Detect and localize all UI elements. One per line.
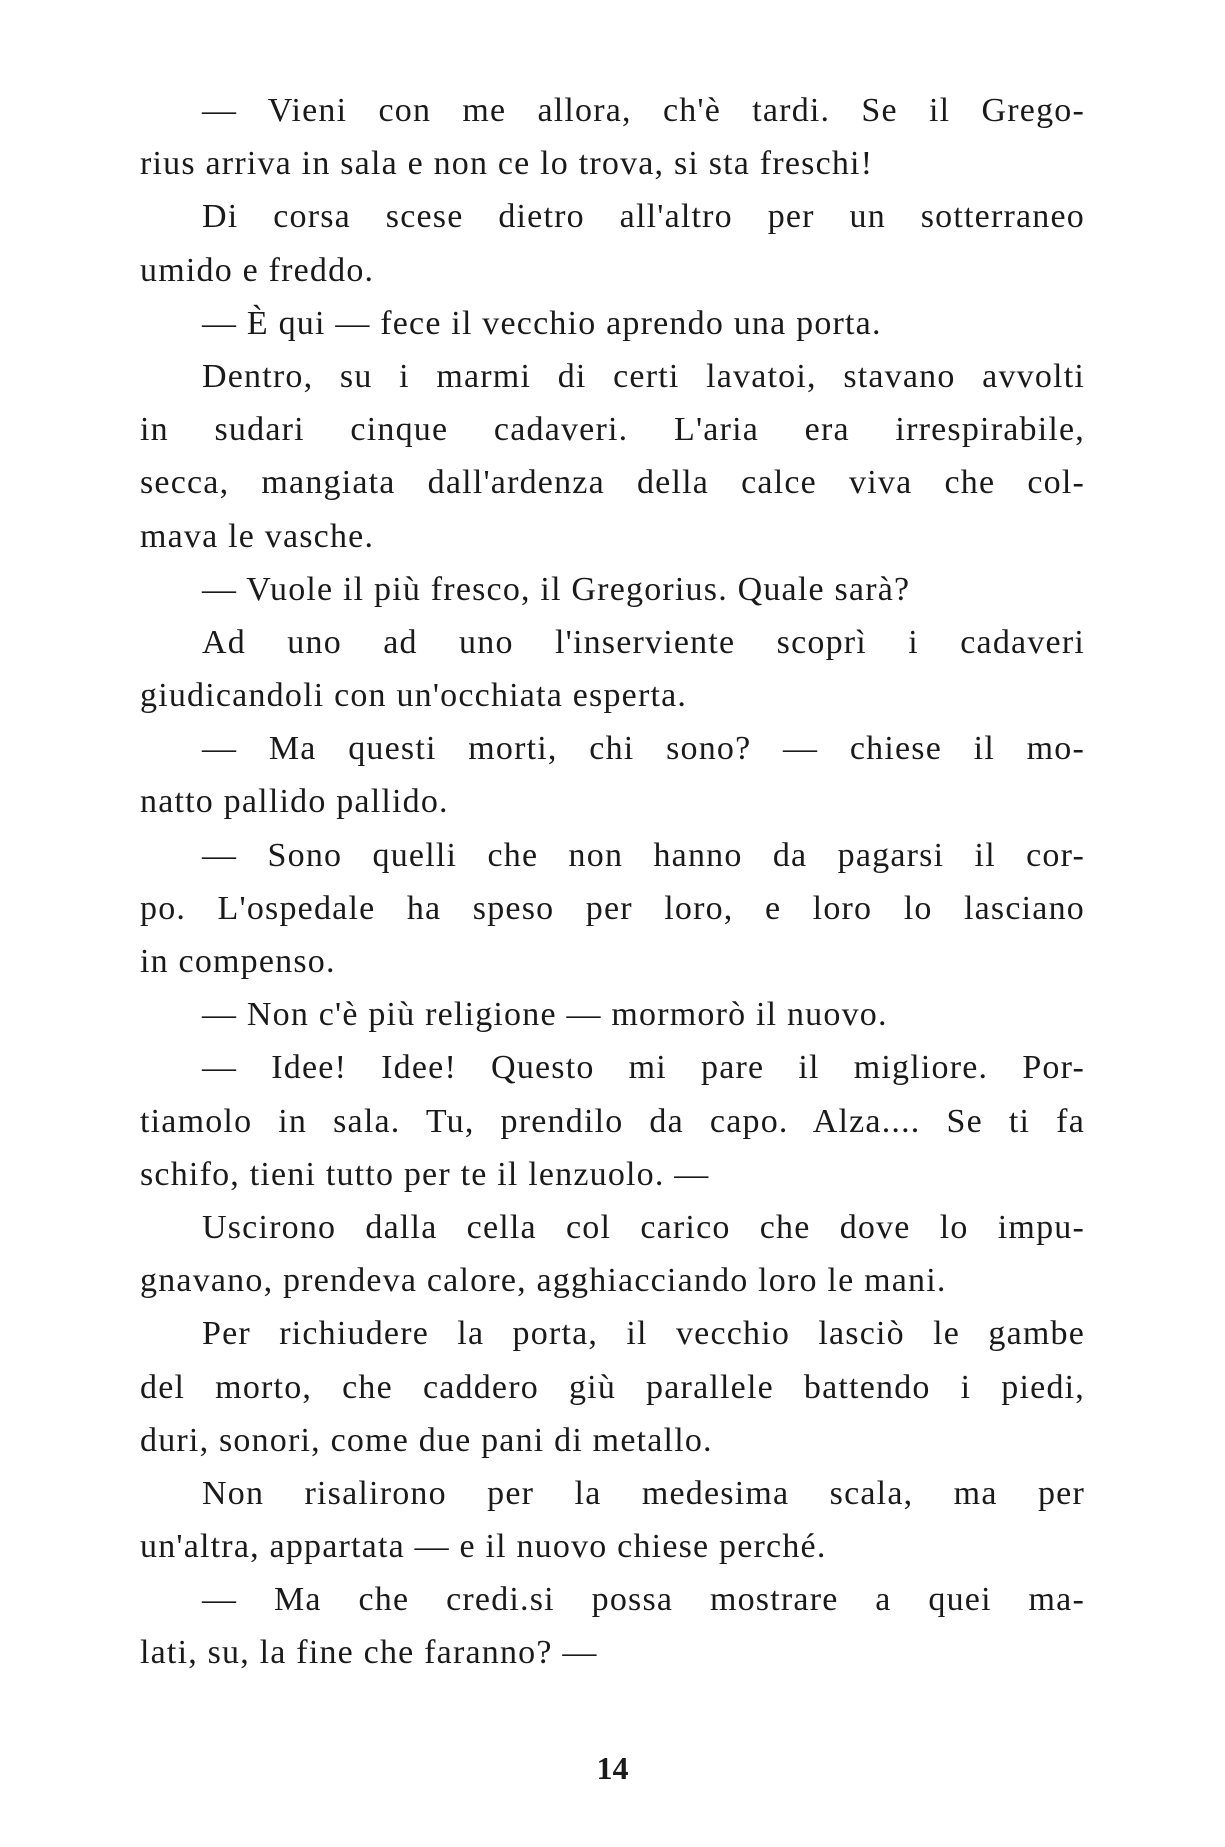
paragraph (140, 84, 1085, 190)
text-line: — Non c'è più religione — mormorò il nuovo. (202, 996, 888, 1034)
paragraph (140, 190, 1085, 296)
text-line: Per richiudere la porta, il vecchio lasciò le gambe (202, 1315, 1085, 1353)
text-line: giudicandoli con un'occhiata esperta. (140, 677, 688, 715)
book-page-text (140, 84, 1085, 1680)
text-line: tiamolo in sala. Tu, prendilo da capo. Alza.... Se ti fa (140, 1102, 1085, 1140)
paragraph (140, 722, 1085, 828)
text-line: Ad uno ad uno l'inserviente scoprì i cadaveri (202, 623, 1085, 661)
text-line: — Vuole il più fresco, il Gregorius. Quale sarà? (202, 570, 911, 608)
text-line: — Ma che credi.si possa mostrare a quei ma- (202, 1581, 1085, 1619)
text-line: duri, sonori, come due pani di metallo. (140, 1421, 713, 1459)
text-line: secca, mangiata dall'ardenza della calce viva che col- (140, 464, 1085, 502)
paragraph (140, 829, 1085, 989)
text-line: lati, su, la fine che faranno? — (140, 1634, 598, 1672)
paragraph (140, 563, 1085, 616)
text-line: Dentro, su i marmi di certi lavatoi, stavano avvolti (202, 357, 1085, 395)
text-line: in sudari cinque cadaveri. L'aria era irrespirabile, (140, 411, 1085, 449)
text-line: Uscirono dalla cella col carico che dove lo impu- (202, 1208, 1085, 1246)
page-number: 14 (596, 1750, 629, 1786)
text-line: — È qui — fece il vecchio aprendo una porta. (202, 304, 882, 342)
paragraph (140, 616, 1085, 722)
text-line: — Sono quelli che non hanno da pagarsi il cor- (202, 836, 1085, 874)
paragraph (140, 988, 1085, 1041)
text-line: Di corsa scese dietro all'altro per un sotterraneo (202, 198, 1085, 236)
text-line: in compenso. (140, 943, 336, 980)
text-line: natto pallido pallido. (140, 783, 449, 821)
text-line: Non risalirono per la medesima scala, ma per (202, 1474, 1085, 1512)
paragraph (140, 297, 1085, 350)
text-line: schifo, tieni tutto per te il lenzuolo. — (140, 1155, 710, 1193)
paragraph (140, 350, 1085, 563)
text-line: — Ma questi morti, chi sono? — chiese il mo- (202, 730, 1085, 768)
text-line: po. L'ospedale ha speso per loro, e loro lo lasciano (140, 889, 1085, 927)
text-line: rius arriva in sala e non ce lo trova, si sta freschi! (140, 145, 874, 183)
text-line: mava le vasche. (140, 517, 375, 555)
text-line: umido e freddo. (140, 251, 375, 289)
text-line: del morto, che caddero giù parallele battendo i piedi, (140, 1368, 1085, 1406)
paragraph (140, 1467, 1085, 1573)
text-line: gnavano, prendeva calore, agghiacciando loro le mani. (140, 1262, 947, 1300)
paragraph (140, 1307, 1085, 1467)
text-line: — Vieni con me allora, ch'è tardi. Se il Grego- (202, 92, 1085, 129)
paragraph (140, 1201, 1085, 1307)
text-line: — Idee! Idee! Questo mi pare il migliore. Por- (202, 1049, 1085, 1087)
paragraph (140, 1041, 1085, 1201)
text-line: un'altra, appartata — e il nuovo chiese perché. (140, 1528, 827, 1566)
paragraph (140, 1573, 1085, 1679)
